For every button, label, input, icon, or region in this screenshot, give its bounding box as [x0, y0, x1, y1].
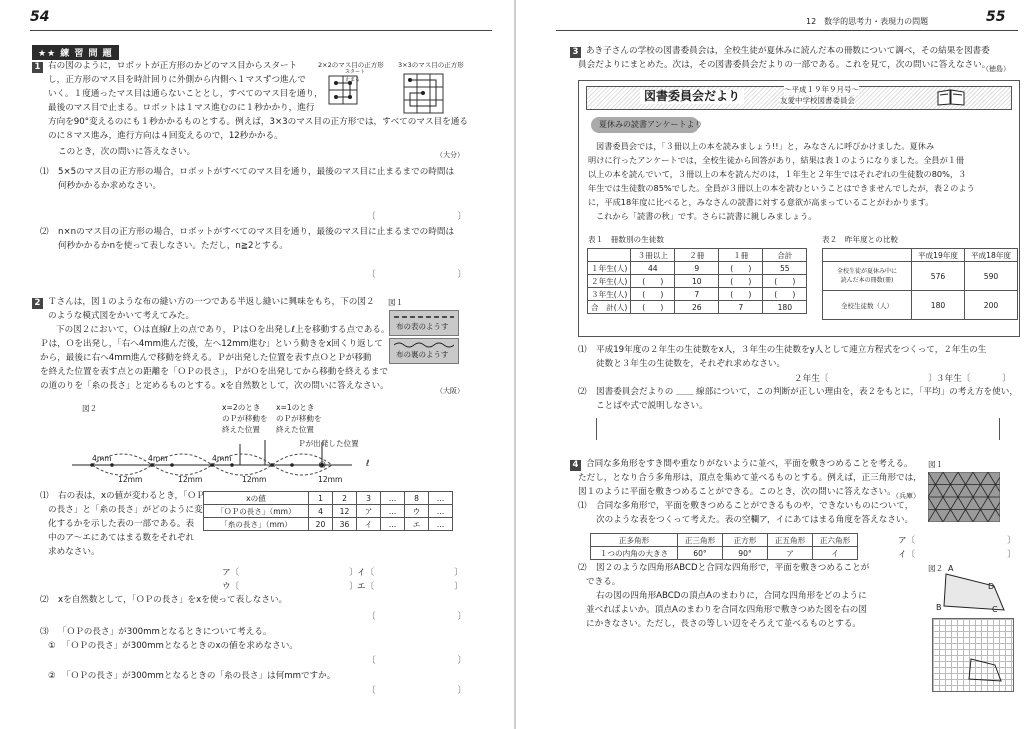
q3-sub1-text-2: 徒数と３年生の生徒数を，それぞれ求めなさい。	[596, 359, 786, 369]
table-cell: …	[429, 505, 453, 518]
q1-line-2: し，正方形のマス目を時計回りに外側から内側へ１マスずつ進んで	[48, 75, 306, 85]
question-3-number: 3	[570, 47, 581, 58]
q1-line-1: 右の図のように，ロボットが正方形のかどのマス目からスタート	[48, 61, 298, 71]
q3-sub2-answer-box[interactable]	[596, 418, 1000, 440]
q4-answer-i-bracket[interactable]: イ〔 〕	[898, 550, 1016, 560]
fig-stop-label: 止まる	[345, 77, 361, 83]
table-cell: 20	[309, 518, 333, 531]
table-cell: …	[381, 492, 405, 505]
q2-sub1-line-2: の長さ」と「糸の長さ」がどのように変	[48, 505, 203, 515]
table-cell: 200	[965, 291, 1018, 320]
annotation-start: Ｐが出発した位置	[298, 439, 359, 448]
annotation-x2-3: 終えた位置	[222, 425, 260, 434]
q3-sub1-text: 平成19年度の２年生の生徒数をx人，３年生の生徒数をy人として連立方程式をつくって，２年生の生	[596, 345, 987, 355]
table-cell: 36	[333, 518, 357, 531]
table-cell: 9	[675, 262, 719, 275]
q1-line-4: 最後のマス目で止まる。ロボットは１マス進むのに１秒かかり，進行	[48, 103, 315, 113]
news-line-5: に，平成18年度に比べると，みなさんの読書に対する意欲が高まっていることがわかります。	[588, 197, 934, 207]
q1-sub1-text-2: 何秒かかるか求めなさい。	[58, 181, 162, 191]
table-cell: ( )	[763, 275, 807, 288]
table-cell: 8	[405, 492, 429, 505]
table-cell: 正三角形	[678, 534, 723, 547]
dist-12mm-1: 12mm	[118, 475, 143, 484]
table-cell: ( )	[631, 275, 675, 288]
q1-line-7: このとき，次の問いに答えなさい。	[58, 147, 196, 157]
table-cell: ２冊	[675, 249, 719, 262]
q4-sub1-text-2: 次のような表をつくって考えた。表の空欄ア，イにあてはまる角度を答えなさい。	[596, 515, 914, 525]
page-number-right: 55	[986, 9, 1006, 25]
q1-sub2-number: ⑵	[40, 227, 49, 237]
fig1-back-panel	[389, 338, 459, 364]
fig2-label: 図２	[82, 404, 98, 413]
triangle-tiling-figure	[928, 472, 1000, 522]
dist-4mm-3: 4mm	[212, 454, 232, 463]
dist-4mm-2: 4mm	[148, 454, 168, 463]
table-cell: 全校生徒数（人）	[823, 291, 912, 320]
table1-label: 表１ 冊数別の生徒数	[588, 235, 664, 244]
table-cell: 合計	[763, 249, 807, 262]
table-cell: 「ＯＰの長さ」（mm）	[204, 505, 309, 518]
table-cell: 90°	[723, 547, 768, 560]
table-cell: 60°	[678, 547, 723, 560]
table-cell: ２年生(人)	[588, 275, 631, 288]
q1-line-5: 方向を90°変えるのにも１秒かかるものとする。例えば，3×3のマス目の正方形では，すべてのマス目を通る	[48, 117, 468, 127]
dist-12mm-4: 12mm	[318, 475, 343, 484]
answer-e-bracket[interactable]: エ〔 〕	[357, 582, 463, 592]
q1-sub2-text-2: 何秒かかるかnを使って表しなさい。ただし，n≧2とする。	[58, 241, 288, 251]
table-cell: 26	[675, 301, 719, 314]
q4-fig1-label: 図１	[928, 460, 944, 469]
table-row	[204, 518, 453, 531]
fig1-back-label: 布の裏のようす	[396, 350, 449, 359]
table-cell: 正方形	[723, 534, 768, 547]
q1-line-3: いく。１度通ったマス目は通らないこととし，すべてのマス目を通り，	[48, 89, 323, 99]
table-row	[823, 249, 1018, 262]
table-cell: 平成19年度	[912, 249, 965, 262]
q3-line-1: あき子さんの学校の図書委員会は，全校生徒が夏休みに読んだ本の冊数について調べ，その結果を図書委	[586, 46, 990, 56]
q2-line-3: 下の図２において，Ｏは直線ℓ上の点であり，ＰはＯを出発しℓ上を移動する点である。	[56, 325, 390, 335]
q4-sub1-number: ⑴	[578, 501, 587, 511]
section-label: ★★ 練 習 問 題	[32, 45, 119, 60]
q2-sub3-2-answer-bracket[interactable]: 〔 〕	[367, 686, 467, 696]
table-cell: ( )	[763, 288, 807, 301]
annotation-x1-1: x=1のとき	[276, 403, 315, 412]
table-row	[823, 291, 1018, 320]
q4-sub2-line-2: できる。	[586, 577, 621, 587]
q3-sub2-number: ⑵	[578, 387, 587, 397]
fig1-label: 図１	[388, 298, 404, 307]
table-cell: ３年生(人)	[588, 288, 631, 301]
table-cell: ( )	[719, 288, 763, 301]
table-cell: イ	[813, 547, 858, 560]
q1-sub2-text: n×nのマス目の正方形の場合，ロボットがすべてのマス目を通り，最後のマス目に止まるまでの時間は	[58, 227, 455, 237]
table-cell: 正多角形	[591, 534, 678, 547]
table-row	[823, 262, 1018, 291]
table-cell: 正六角形	[813, 534, 858, 547]
newsletter-pill-label: 夏休みの読書アンケートより	[599, 120, 703, 129]
q3-sub1-number: ⑴	[578, 345, 587, 355]
table-cell: ア	[357, 505, 381, 518]
news-line-3: 以上の本を読んでいて，３冊以上の本を読んだのは，１年生と２年生ではそれぞれの生徒数の80%，３	[588, 169, 967, 179]
point-o-label: Ｏ	[318, 461, 327, 471]
q3-sub2-text-2: ことばや式で説明しなさい。	[596, 401, 708, 411]
table-cell: 4	[309, 505, 333, 518]
table-cell: ア	[768, 547, 813, 560]
q3-sub2-text: 図書委員会だよりの ＿＿ 線部について，この判断が正しい理由を，表２をもとに，「平均」の考え方を使い，	[596, 387, 1018, 397]
q1-sub1-text: 5×5のマス目の正方形の場合，ロボットがすべてのマス目を通り，最後のマス目に止まるまでの時間は	[58, 167, 455, 177]
table-cell: 44	[631, 262, 675, 275]
question-1-number: 1	[32, 62, 43, 73]
q4-sub2-line-4: 並べればよいか。頂点Aのまわりを合同な四角形で敷きつめた図を右の図	[586, 605, 867, 615]
q3-line-2: 員会だよりにまとめた。次は，その図書委員会だよりの一部である。これを見て，次の問いに答えなさい。	[578, 60, 991, 70]
op-length-table	[203, 491, 453, 531]
q2-sub1-line-1: 右の表は，xの値が変わるとき，「ＯＰ	[58, 491, 205, 501]
table-cell	[588, 249, 631, 262]
q2-line-1: Ｔさんは，図１のような布の縫い方の一つである半返し縫いに興味をもち，下の図２	[48, 297, 375, 307]
q4-line-3: 図１のように平面を敷きつめることができる。このとき，次の問いに答えなさい。	[578, 487, 896, 497]
table-row	[588, 288, 807, 301]
question-2-number: 2	[32, 298, 43, 309]
answer-a-bracket[interactable]: ア〔 〕	[222, 568, 358, 578]
table-cell: 3	[357, 492, 381, 505]
table-row	[588, 301, 807, 314]
q4-sub2-number: ⑵	[578, 563, 587, 573]
table-cell: 1	[309, 492, 333, 505]
table-cell: 7	[675, 288, 719, 301]
annotation-x2-1: x=2のとき	[222, 403, 261, 412]
header-rule-right	[556, 30, 1018, 31]
newsletter-org: 友愛中学校図書委員会	[780, 96, 855, 105]
table-cell: 7	[719, 301, 763, 314]
table-cell: １冊	[719, 249, 763, 262]
table-cell: …	[429, 492, 453, 505]
table-cell: 576	[912, 262, 965, 291]
vertex-c-label: C	[992, 605, 998, 614]
table-cell: 180	[912, 291, 965, 320]
table-cell: …	[381, 518, 405, 531]
q4-sub2-line-3: 右の図の四角形ABCDの頂点Aのまわりに，合同な四角形をどのように	[596, 591, 867, 601]
newsletter-date: ～平成１９年９月号～	[784, 85, 859, 94]
q4-sub1-text: 合同な多角形で，平面を敷きつめることができるものや，できないものについて，	[596, 501, 914, 511]
table-row	[591, 534, 858, 547]
table-cell: 合 計(人)	[588, 301, 631, 314]
table-row	[591, 547, 858, 560]
table-row	[204, 505, 453, 518]
answer-grade3-bracket[interactable]: ３年生〔 〕	[936, 374, 1011, 384]
q2-sub3-1-answer-bracket[interactable]: 〔 〕	[367, 656, 467, 666]
table-row	[588, 275, 807, 288]
q2-sub2-text: xを自然数として，「ＯＰの長さ」をxを使って表しなさい。	[58, 595, 288, 605]
fig1-front-panel	[389, 310, 459, 336]
vertex-d-label: D	[988, 582, 995, 591]
q1-source: （大分）	[436, 151, 464, 159]
q2-sub3-1-text: 「ＯＰの長さ」が300mmとなるときのxの値を求めなさい。	[62, 641, 298, 651]
question-4-number: 4	[570, 460, 581, 471]
vertex-b-label: B	[936, 603, 942, 612]
table-cell	[823, 249, 912, 262]
q2-sub3-2-number: ②	[48, 671, 56, 681]
q4-source: （兵庫）	[892, 492, 920, 500]
table-cell: １年生(人)	[588, 262, 631, 275]
q4-line-2: ただし，となり合う多角形は，頂点を集めて並べるものとする。例えば，正三角形では，	[578, 473, 922, 483]
answer-i-bracket[interactable]: イ〔 〕	[357, 568, 463, 578]
q2-sub3-1-number: ①	[48, 641, 56, 651]
q2-sub1-number: ⑴	[40, 491, 49, 501]
table-cell: 55	[763, 262, 807, 275]
drawing-grid[interactable]	[932, 618, 1014, 692]
table2-comparison	[822, 248, 1018, 320]
q4-line-1: 合同な多角形をすき間や重なりがないように並べ，平面を敷きつめることを考える。	[586, 459, 913, 469]
answer-grade2-bracket[interactable]: ２年生〔 〕	[794, 374, 937, 384]
table-row	[588, 262, 807, 275]
fig1-front-label: 布の表のようす	[396, 322, 449, 331]
q2-line-4: Ｐは，Ｏを出発し，「右へ4mm進んだ後，左へ12mm進む」という動きをx回くり返して	[40, 339, 383, 349]
table-cell: 12	[333, 505, 357, 518]
fig-start-label: スタート	[345, 69, 366, 75]
q4-sub2-line-1: 図２のような四角形ABCDと合同な四角形で，平面を敷きつめることが	[596, 563, 870, 573]
q2-sub3-number: ⑶	[40, 627, 49, 637]
interior-angle-table	[590, 533, 858, 560]
q2-sub1-line-4: 中のア～エにあてはまる数をそれぞれ	[48, 533, 195, 543]
q2-sub3-text: 「ＯＰの長さ」が300mmとなるときについて考える。	[58, 627, 272, 637]
table-cell: 「糸の長さ」（mm）	[204, 518, 309, 531]
line-l-label: ℓ	[366, 459, 370, 469]
annotation-x1-3: 終えた位置	[276, 425, 314, 434]
q1-sub1-number: ⑴	[40, 167, 49, 177]
q1-sub1-answer-bracket[interactable]: 〔 〕	[367, 212, 467, 222]
q2-line-2: のような模式図をかいて考えてみた。	[48, 311, 195, 321]
news-line-1: 図書委員会では，「３冊以上の本を読みましょう!!」と，みなさんに呼びかけました。夏休み	[596, 141, 935, 151]
q2-sub2-number: ⑵	[40, 595, 49, 605]
table-cell: ( )	[631, 288, 675, 301]
left-page	[0, 0, 515, 729]
table-cell: １つの内角の大きさ	[591, 547, 678, 560]
table-row	[588, 249, 807, 262]
annotation-x2-2: のＰが移動を	[222, 414, 268, 423]
table-cell: …	[429, 518, 453, 531]
table2-label: 表２ 昨年度との比較	[822, 235, 898, 244]
right-page	[516, 0, 1031, 729]
table-cell: 590	[965, 262, 1018, 291]
table-cell: …	[381, 505, 405, 518]
table-cell: ( )	[719, 275, 763, 288]
q2-sub1-line-3: 化するかを示した表の一部である。表	[48, 519, 195, 529]
table-cell: 正五角形	[768, 534, 813, 547]
robot-grid-3x3-figure	[400, 70, 446, 118]
page-number-left: 54	[30, 9, 50, 25]
running-head: 12 数学的思考力・表現力の問題	[806, 17, 929, 26]
news-line-4: 年生では生徒数の85%でした。全員が３冊以上の本を読むということはできませんでしたが，表２のよう	[588, 183, 975, 193]
q2-line-6: を終えた位置を表す点との距離を「ＯＰの長さ」，ＰがＯを出発してから移動を終えるまで	[40, 367, 389, 377]
q2-source: （大阪）	[436, 387, 464, 395]
q2-sub2-answer-bracket[interactable]: 〔 〕	[367, 612, 467, 622]
newsletter-title: 図書委員会だより	[640, 90, 744, 104]
table-row	[204, 492, 453, 505]
dist-12mm-3: 12mm	[242, 475, 267, 484]
table-cell: エ	[405, 518, 429, 531]
answer-u-bracket[interactable]: ウ〔 〕	[222, 582, 358, 592]
fig-2x2-label: 2×2のマス目の正方形	[318, 61, 384, 69]
q3-source: （徳島）	[982, 65, 1010, 73]
table-cell: ３冊以上	[631, 249, 675, 262]
q2-line-7: の道のりを「糸の長さ」と定めるものとする。xを自然数として，次の問いに答えなさい。	[40, 381, 389, 391]
q4-sub2-line-5: にかきなさい。ただし，長さの等しい辺をそろえて並べるものとする。	[586, 619, 862, 629]
table-cell: 180	[763, 301, 807, 314]
q2-line-5: から，最後に右へ4mm進んで移動を終える。Ｐが出発した位置を表す点ＯとＰが移動	[40, 353, 372, 363]
table-cell: 2	[333, 492, 357, 505]
table-cell: 平成18年度	[965, 249, 1018, 262]
news-line-6: これから「読書の秋」です。さらに読書に親しみましょう。	[596, 211, 817, 221]
q4-answer-a-bracket[interactable]: ア〔 〕	[898, 536, 1016, 546]
q1-sub2-answer-bracket[interactable]: 〔 〕	[367, 270, 467, 280]
table-cell: ウ	[405, 505, 429, 518]
book-icon	[936, 88, 966, 106]
table-cell: 10	[675, 275, 719, 288]
q1-line-6: のに８マス進み，進行方向は４回変えるので，12秒かかる。	[48, 131, 283, 141]
dist-12mm-2: 12mm	[178, 475, 203, 484]
q2-sub3-2-text: 「ＯＰの長さ」が300mmとなるときの「糸の長さ」は何mmですか。	[62, 671, 336, 681]
table-cell: ( )	[631, 301, 675, 314]
header-rule-left	[30, 30, 492, 31]
fig-3x3-label: 3×3のマス目の正方形	[398, 61, 464, 69]
q4-fig2-label: 図２	[928, 564, 944, 573]
annotation-x1-2: のＰが移動を	[276, 414, 322, 423]
table-cell: xの値	[204, 492, 309, 505]
table1-book-counts	[587, 248, 807, 314]
q2-sub1-line-5: 求めなさい。	[48, 547, 100, 557]
table-cell: イ	[357, 518, 381, 531]
table-cell: 全校生徒が夏休み中に 読んだ本の冊数(冊)	[823, 262, 912, 291]
news-line-2: 明けに行ったアンケートでは，全校生徒から回答があり，結果は表１のようになりました。全員が１冊	[588, 155, 965, 165]
table-cell: ( )	[719, 262, 763, 275]
small-quadrilateral-figure	[963, 655, 1005, 687]
vertex-a-label: A	[948, 564, 954, 573]
dist-4mm-1: 4mm	[92, 454, 112, 463]
